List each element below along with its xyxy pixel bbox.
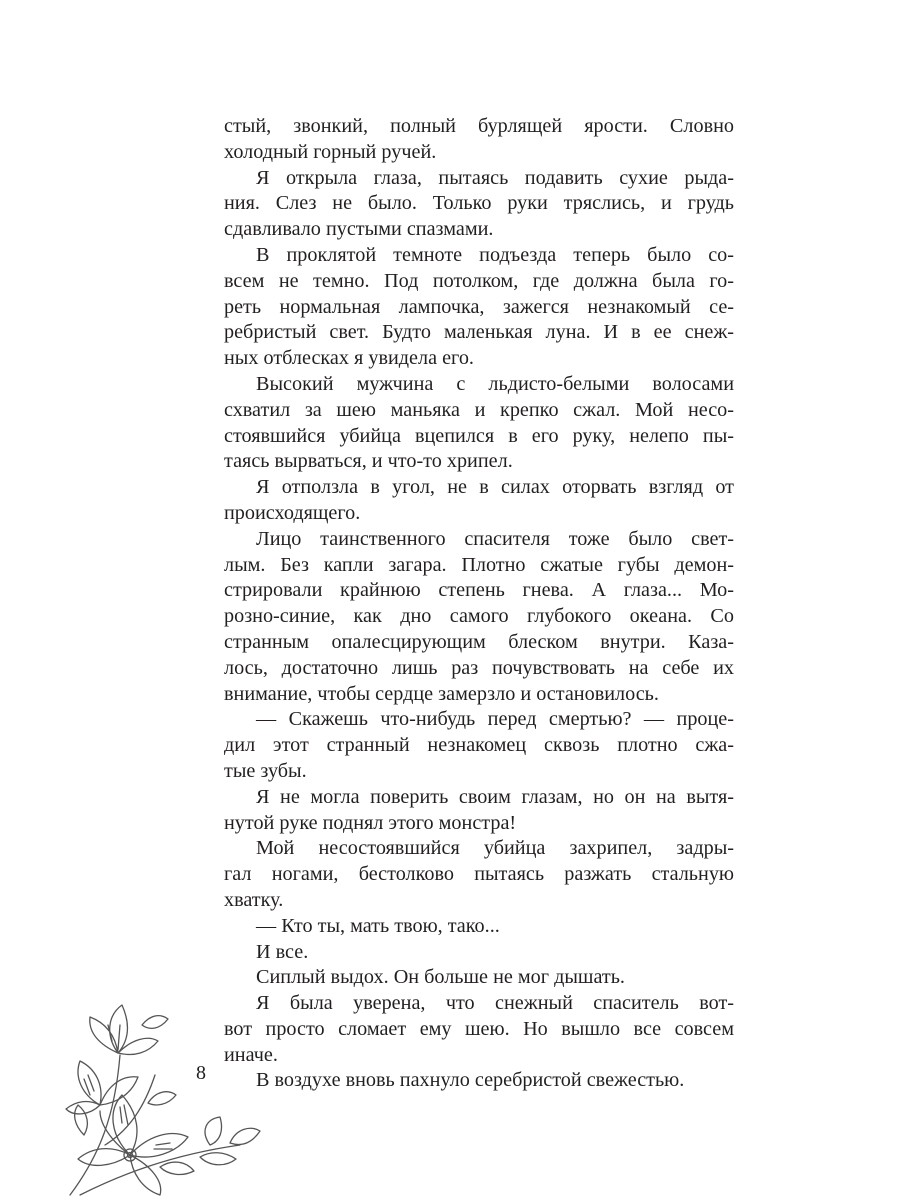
text-line: хватку. xyxy=(224,888,284,911)
text-line: вот просто сломает ему шею. Но вышло все совсем xyxy=(224,1017,734,1040)
paragraph xyxy=(224,991,734,1068)
body-text xyxy=(224,114,734,1094)
paragraph xyxy=(224,243,734,372)
paragraph xyxy=(224,940,734,966)
text-line: — Скажешь что-нибудь перед смертью? — проце- xyxy=(256,708,734,731)
paragraph xyxy=(224,1068,734,1094)
text-line: лым. Без капли загара. Плотно сжатые губы демон- xyxy=(224,553,734,576)
paragraph xyxy=(224,707,734,784)
text-line: Я открыла глаза, пытаясь подавить сухие рыда- xyxy=(256,166,734,189)
text-line: Мой несостоявшийся убийца захрипел, задры- xyxy=(256,837,734,860)
text-line: Лицо таинственного спасителя тоже было свет- xyxy=(256,527,734,550)
page-number: 8 xyxy=(196,1062,206,1084)
text-line: В воздухе вновь пахнуло серебристой свежестью. xyxy=(256,1069,685,1092)
text-line: ния. Слез не было. Только руки тряслись, и грудь xyxy=(224,192,734,215)
text-line: всем не темно. Под потолком, где должна была го- xyxy=(224,269,734,292)
text-line: стый, звонкий, полный бурлящей ярости. Словно xyxy=(224,115,734,137)
text-line: — Кто ты, мать твою, тако... xyxy=(256,914,500,937)
text-line: внимание, чтобы сердце замерзло и остановилось. xyxy=(224,682,659,705)
text-line: нутой руке поднял этого монстра! xyxy=(224,811,517,834)
text-line: сдавливало пустыми спазмами. xyxy=(224,218,494,241)
paragraph xyxy=(224,114,734,166)
paragraph xyxy=(224,836,734,913)
text-line: Я была уверена, что снежный спаситель вот- xyxy=(256,992,734,1015)
text-line: ных отблесках я увидела его. xyxy=(224,347,474,370)
paragraph xyxy=(224,166,734,243)
text-line: Сиплый выдох. Он больше не мог дышать. xyxy=(256,966,625,989)
text-line: И все. xyxy=(256,940,309,963)
paragraph xyxy=(224,527,734,708)
text-line: Я не могла поверить своим глазам, но он на вытя- xyxy=(256,785,734,808)
paragraph xyxy=(224,914,734,940)
text-line: розно-синие, как дно самого глубокого океана. Со xyxy=(224,605,734,628)
text-line: гал ногами, бестолково пытаясь разжать стальную xyxy=(224,863,734,886)
paragraph xyxy=(224,372,734,475)
text-line: лось, достаточно лишь раз почувствовать на себе их xyxy=(224,656,734,679)
text-line: стоявшийся убийца вцепился в его руку, нелепо пы- xyxy=(224,424,734,447)
text-line: схватил за шею маньяка и крепко сжал. Мой несо- xyxy=(224,398,734,421)
text-line: Я отползла в угол, не в силах оторвать взгляд от xyxy=(256,476,734,499)
text-line: холодный горный ручей. xyxy=(224,140,437,163)
text-line: реть нормальная лампочка, зажегся незнакомый се- xyxy=(224,295,734,318)
text-line: тые зубы. xyxy=(224,759,307,782)
paragraph xyxy=(224,475,734,527)
text-line: стрировали крайнюю степень гнева. А глаза... Мо- xyxy=(224,579,734,602)
paragraph xyxy=(224,965,734,991)
text-line: таясь вырваться, и что-то хрипел. xyxy=(224,450,513,473)
floral-corner-icon xyxy=(60,995,270,1200)
text-line: ребристый свет. Будто маленькая луна. И в ее снеж- xyxy=(224,321,734,344)
text-line: странным опалесцирующим блеском внутри. Каза- xyxy=(224,630,734,653)
text-line: Высокий мужчина с льдисто-белыми волосами xyxy=(256,372,734,395)
text-line: происходящего. xyxy=(224,501,361,524)
text-line: иначе. xyxy=(224,1043,278,1066)
text-line: В проклятой темноте подъезда теперь было со- xyxy=(256,243,734,266)
text-line: дил этот странный незнакомец сквозь плотно сжа- xyxy=(224,734,734,757)
paragraph xyxy=(224,785,734,837)
